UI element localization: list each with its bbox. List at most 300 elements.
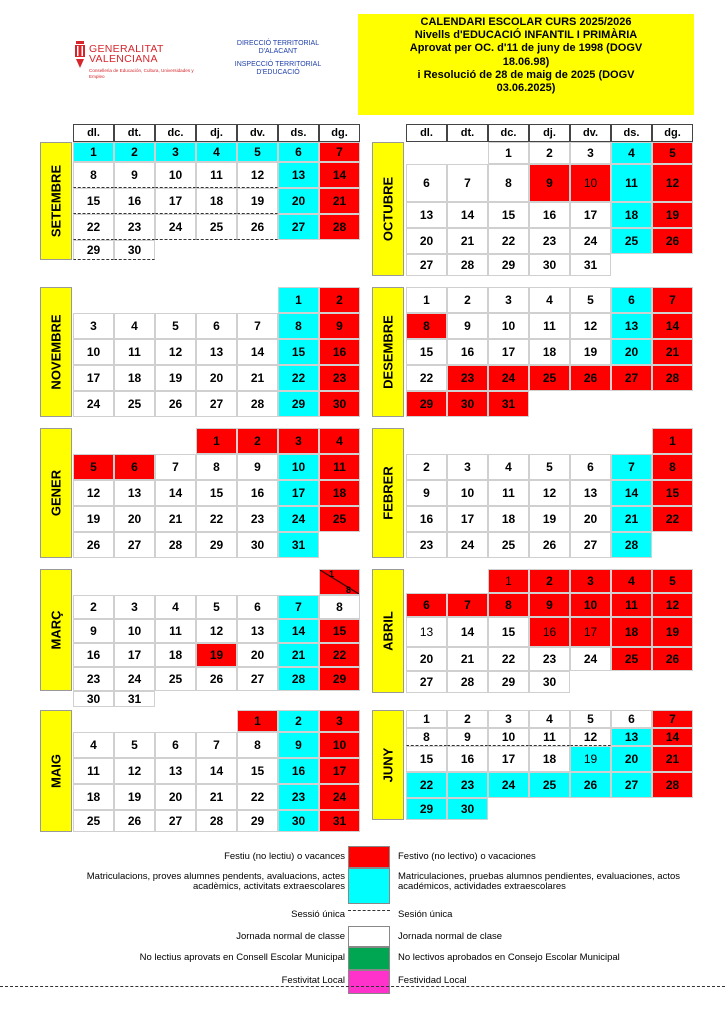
empty-cell [73, 287, 114, 313]
day-cell: 13 [570, 480, 611, 506]
day-cell: 27 [611, 365, 652, 391]
day-cell: 24 [488, 365, 529, 391]
day-cell: 1 [237, 710, 278, 732]
day-cell: 20 [278, 188, 319, 214]
day-cell: 3 [278, 428, 319, 454]
day-cell: 6 [196, 313, 237, 339]
org-subtitle: Conselleria de Educación, Cultura, Universidades y Empleo [89, 68, 194, 79]
day-cell: 4 [319, 428, 360, 454]
day-cell: 19 [196, 643, 237, 667]
day-cell: 19 [237, 188, 278, 214]
empty-cell [114, 287, 155, 313]
day-cell: 21 [652, 339, 693, 365]
day-cell: 5 [114, 732, 155, 758]
day-cell: 27 [278, 214, 319, 240]
day-cell: 1 [652, 428, 693, 454]
day-cell: 30 [447, 798, 488, 820]
empty-cell [447, 569, 488, 593]
empty-cell [319, 532, 360, 558]
day-cell: 7 [155, 454, 196, 480]
day-cell: 31 [488, 391, 529, 417]
day-cell: 13 [237, 619, 278, 643]
legend-label-es: Sesión única [398, 909, 453, 920]
day-cell: 16 [73, 643, 114, 667]
title-line: i Resolució de 28 de maig de 2025 (DOGV [417, 68, 635, 81]
day-cell: 5 [196, 595, 237, 619]
day-cell: 17 [488, 339, 529, 365]
legend-swatch [348, 868, 390, 904]
day-cell: 18 [488, 506, 529, 532]
day-cell: 6 [570, 454, 611, 480]
day-cell: 13 [278, 162, 319, 188]
day-cell: 20 [406, 647, 447, 671]
empty-cell [447, 142, 488, 164]
day-cell: 23 [278, 784, 319, 810]
day-cell: 12 [570, 728, 611, 746]
day-cell: 19 [155, 365, 196, 391]
day-cell: 14 [447, 617, 488, 647]
empty-cell [652, 671, 693, 693]
day-cell: 7 [652, 287, 693, 313]
day-cell: 20 [155, 784, 196, 810]
month-label-setembre [40, 142, 72, 260]
day-cell: 4 [155, 595, 196, 619]
day-cell: 9 [406, 480, 447, 506]
weekday-header: dt. [447, 124, 488, 142]
day-cell: 10 [488, 728, 529, 746]
coat-of-arms-icon [73, 41, 87, 71]
title-line: CALENDARI ESCOLAR CURS 2025/2026 [420, 16, 632, 28]
day-cell: 25 [488, 532, 529, 558]
day-cell: 13 [611, 728, 652, 746]
day-cell: 11 [611, 164, 652, 202]
empty-cell [114, 710, 155, 732]
day-cell: 4 [114, 313, 155, 339]
day-cell: 18 [529, 746, 570, 772]
day-cell: 15 [319, 619, 360, 643]
empty-cell [611, 428, 652, 454]
day-cell: 22 [488, 647, 529, 671]
day-cell: 14 [278, 619, 319, 643]
day-cell: 1 [196, 428, 237, 454]
inspection-text: INSPECCIÓ TERRITORIAL D'EDUCACIÓ [234, 61, 322, 76]
empty-cell [611, 798, 652, 820]
empty-cell [488, 798, 529, 820]
day-cell: 4 [611, 569, 652, 593]
day-cell: 17 [447, 506, 488, 532]
day-cell: 29 [196, 532, 237, 558]
empty-cell [447, 428, 488, 454]
day-cell: 25 [155, 667, 196, 691]
day-cell: 8 [237, 732, 278, 758]
day-cell: 22 [406, 365, 447, 391]
day-cell: 8 [73, 162, 114, 188]
weekday-header: ds. [278, 124, 319, 142]
day-cell: 3 [488, 287, 529, 313]
day-cell: 29 [237, 810, 278, 832]
day-cell: 17 [488, 746, 529, 772]
month-name: NOVEMBRE [48, 314, 64, 390]
day-cell: 24 [447, 532, 488, 558]
empty-cell [529, 428, 570, 454]
day-cell: 3 [319, 710, 360, 732]
empty-cell [652, 532, 693, 558]
day-cell: 13 [406, 617, 447, 647]
day-cell: 8 [196, 454, 237, 480]
day-cell: 3 [570, 142, 611, 164]
day-cell: 23 [447, 365, 488, 391]
empty-cell [406, 142, 447, 164]
day-cell: 26 [570, 365, 611, 391]
month-name: FEBRER [380, 466, 396, 520]
legend-label-ca: Festivitat Local [281, 975, 345, 986]
empty-cell [237, 691, 278, 693]
day-cell: 15 [73, 188, 114, 214]
day-cell: 4 [196, 142, 237, 162]
calendar-title-box [358, 14, 694, 115]
day-cell: 22 [652, 506, 693, 532]
day-cell: 12 [529, 480, 570, 506]
day-cell: 13 [114, 480, 155, 506]
day-cell: 6 [611, 710, 652, 728]
day-cell: 17 [319, 758, 360, 784]
day-cell: 8 [652, 454, 693, 480]
day-cell: 10 [570, 593, 611, 617]
day-cell: 16 [237, 480, 278, 506]
day-cell: 19 [570, 746, 611, 772]
day-cell: 17 [278, 480, 319, 506]
day-cell: 29 [73, 240, 114, 260]
day-cell: 11 [114, 339, 155, 365]
month-name: JUNY [380, 747, 396, 783]
empty-cell [196, 569, 237, 595]
day-cell: 24 [114, 667, 155, 691]
day-cell: 24 [570, 228, 611, 254]
day-cell: 20 [570, 506, 611, 532]
day-cell: 12 [73, 480, 114, 506]
day-cell: 27 [155, 810, 196, 832]
day-cell: 21 [237, 365, 278, 391]
day-cell: 25 [611, 228, 652, 254]
day-cell: 15 [652, 480, 693, 506]
day-cell: 10 [447, 480, 488, 506]
day-cell: 7 [237, 313, 278, 339]
empty-cell [652, 798, 693, 820]
legend-label-es: No lectivos aprobados en Consejo Escolar Municipal [398, 952, 620, 963]
weekday-header: dj. [196, 124, 237, 142]
weekday-header: dv. [237, 124, 278, 142]
day-cell: 21 [278, 643, 319, 667]
day-cell: 9 [529, 164, 570, 202]
day-cell: 17 [155, 188, 196, 214]
empty-cell [611, 671, 652, 693]
day-cell: 27 [114, 532, 155, 558]
day-cell: 4 [529, 287, 570, 313]
day-cell: 21 [447, 228, 488, 254]
day-cell: 9 [319, 313, 360, 339]
day-cell: 9 [529, 593, 570, 617]
day-cell: 16 [278, 758, 319, 784]
day-cell: 10 [155, 162, 196, 188]
month-name: ABRIL [380, 611, 396, 651]
legend-label-ca: Jornada normal de classe [236, 931, 345, 942]
day-cell: 8 [319, 595, 360, 619]
day-cell: 8 [406, 728, 447, 746]
day-cell: 30 [319, 391, 360, 417]
day-cell: 9 [237, 454, 278, 480]
weekday-header: dc. [155, 124, 196, 142]
weekday-header: dj. [529, 124, 570, 142]
day-cell: 2 [447, 710, 488, 728]
day-cell: 28 [447, 671, 488, 693]
day-cell: 30 [73, 691, 114, 707]
split-day-a: 1 [329, 569, 335, 579]
day-cell: 6 [406, 164, 447, 202]
day-cell: 19 [73, 506, 114, 532]
day-cell: 26 [73, 532, 114, 558]
day-cell: 31 [570, 254, 611, 276]
day-cell: 6 [611, 287, 652, 313]
day-cell: 24 [155, 214, 196, 240]
day-cell: 14 [652, 313, 693, 339]
month-name: MAIG [48, 754, 64, 788]
day-cell: 23 [319, 365, 360, 391]
day-cell: 15 [406, 746, 447, 772]
empty-cell [114, 569, 155, 595]
day-cell: 29 [488, 671, 529, 693]
day-cell: 11 [73, 758, 114, 784]
day-cell: 18 [611, 202, 652, 228]
day-cell: 9 [278, 732, 319, 758]
title-line: 03.06.2025) [496, 82, 556, 95]
day-cell: 9 [447, 313, 488, 339]
day-cell: 13 [611, 313, 652, 339]
day-cell: 6 [406, 593, 447, 617]
day-cell: 28 [155, 532, 196, 558]
weekday-header: dg. [319, 124, 360, 142]
day-cell: 5 [529, 454, 570, 480]
empty-cell [611, 391, 652, 417]
day-cell: 31 [278, 532, 319, 558]
day-cell: 5 [237, 142, 278, 162]
empty-cell [529, 798, 570, 820]
day-cell: 15 [237, 758, 278, 784]
day-cell: 17 [73, 365, 114, 391]
month-name: OCTUBRE [380, 176, 396, 242]
day-cell: 22 [73, 214, 114, 240]
day-cell: 10 [570, 164, 611, 202]
day-cell: 2 [114, 142, 155, 162]
day-cell: 3 [155, 142, 196, 162]
day-cell: 5 [570, 287, 611, 313]
day-cell: 24 [319, 784, 360, 810]
day-cell: 28 [237, 391, 278, 417]
day-cell: 11 [611, 593, 652, 617]
day-cell: 25 [529, 772, 570, 798]
day-cell: 28 [652, 772, 693, 798]
day-cell: 2 [447, 287, 488, 313]
day-cell: 10 [319, 732, 360, 758]
empty-cell [278, 240, 319, 260]
day-cell: 27 [611, 772, 652, 798]
day-cell: 11 [319, 454, 360, 480]
month-label-febrer [372, 428, 404, 558]
day-cell: 14 [319, 162, 360, 188]
day-cell: 19 [652, 617, 693, 647]
day-cell: 28 [611, 532, 652, 558]
day-cell: 5 [652, 569, 693, 593]
day-cell: 5 [73, 454, 114, 480]
empty-cell [237, 240, 278, 260]
day-cell: 28 [319, 214, 360, 240]
day-cell: 22 [319, 643, 360, 667]
day-cell: 14 [237, 339, 278, 365]
day-cell: 27 [196, 391, 237, 417]
day-cell: 21 [155, 506, 196, 532]
day-cell: 1 [488, 569, 529, 593]
day-cell: 21 [196, 784, 237, 810]
day-cell: 24 [73, 391, 114, 417]
day-cell: 15 [406, 339, 447, 365]
day-cell: 13 [155, 758, 196, 784]
day-cell: 27 [570, 532, 611, 558]
day-cell: 16 [406, 506, 447, 532]
day-cell: 14 [611, 480, 652, 506]
empty-cell [406, 428, 447, 454]
empty-cell [155, 240, 196, 260]
month-label-maig [40, 710, 72, 832]
day-cell: 31 [319, 810, 360, 832]
day-cell: 3 [570, 569, 611, 593]
day-cell: 10 [278, 454, 319, 480]
title-line: 18.06.98) [502, 55, 550, 68]
day-cell: 21 [611, 506, 652, 532]
direction-block [223, 40, 333, 77]
generalitat-logo [73, 41, 213, 86]
empty-cell [319, 691, 360, 693]
day-cell: 24 [488, 772, 529, 798]
day-cell: 26 [652, 228, 693, 254]
empty-cell [196, 691, 237, 693]
legend-label-ca: Sessió única [291, 909, 345, 920]
day-cell: 25 [196, 214, 237, 240]
title-line: Nivells d'EDUCACIÓ INFANTIL I PRIMÀRIA [414, 29, 638, 42]
day-cell: 26 [155, 391, 196, 417]
day-cell: 29 [319, 667, 360, 691]
empty-cell [319, 240, 360, 260]
day-cell: 12 [196, 619, 237, 643]
legend-swatch [348, 947, 390, 970]
day-cell: 30 [278, 810, 319, 832]
day-cell: 30 [529, 671, 570, 693]
org-name-line1: GENERALITAT [89, 43, 164, 55]
title-line: Aprovat per OC. d'11 de juny de 1998 (DOGV [409, 42, 643, 55]
month-label-juny [372, 710, 404, 820]
day-cell: 25 [319, 506, 360, 532]
day-cell: 16 [529, 202, 570, 228]
day-cell: 7 [196, 732, 237, 758]
day-cell: 28 [447, 254, 488, 276]
day-cell: 2 [529, 142, 570, 164]
day-cell: 19 [652, 202, 693, 228]
day-cell: 25 [73, 810, 114, 832]
day-cell: 5 [570, 710, 611, 728]
legend-swatch [348, 970, 390, 994]
day-cell: 9 [73, 619, 114, 643]
day-cell: 7 [447, 164, 488, 202]
day-cell: 18 [73, 784, 114, 810]
day-cell: 26 [529, 532, 570, 558]
day-cell: 16 [319, 339, 360, 365]
day-cell: 2 [529, 569, 570, 593]
direction-text: DIRECCIÓ TERRITORIAL D'ALACANT [236, 40, 320, 55]
day-cell: 21 [447, 647, 488, 671]
day-cell: 2 [73, 595, 114, 619]
day-cell: 6 [155, 732, 196, 758]
day-cell: 22 [278, 365, 319, 391]
day-cell: 26 [652, 647, 693, 671]
day-cell: 2 [319, 287, 360, 313]
day-cell: 10 [73, 339, 114, 365]
empty-cell [155, 428, 196, 454]
weekday-header: dt. [114, 124, 155, 142]
day-cell: 5 [155, 313, 196, 339]
day-cell: 27 [237, 667, 278, 691]
day-cell: 10 [488, 313, 529, 339]
day-cell: 27 [406, 254, 447, 276]
day-cell: 23 [114, 214, 155, 240]
empty-cell [237, 569, 278, 595]
day-cell: 3 [114, 595, 155, 619]
day-cell: 8 [488, 164, 529, 202]
day-cell: 5 [652, 142, 693, 164]
day-cell: 1 [406, 710, 447, 728]
day-cell: 22 [237, 784, 278, 810]
day-cell: 3 [447, 454, 488, 480]
day-cell: 25 [611, 647, 652, 671]
empty-cell [529, 391, 570, 417]
day-cell: 23 [529, 228, 570, 254]
day-cell: 15 [488, 202, 529, 228]
org-name [89, 44, 164, 64]
legend-label-es: Jornada normal de clase [398, 931, 503, 942]
day-cell: 18 [196, 188, 237, 214]
day-cell: 14 [196, 758, 237, 784]
day-cell: 17 [570, 202, 611, 228]
day-cell: 19 [114, 784, 155, 810]
day-cell: 15 [196, 480, 237, 506]
empty-cell [155, 569, 196, 595]
weekday-header: dl. [73, 124, 114, 142]
empty-cell [196, 240, 237, 260]
legend-swatch [348, 910, 390, 911]
empty-cell [73, 569, 114, 595]
day-cell: 20 [611, 746, 652, 772]
day-cell: 12 [652, 164, 693, 202]
day-cell: 1 [278, 287, 319, 313]
day-cell: 3 [488, 710, 529, 728]
day-cell: 23 [447, 772, 488, 798]
legend-label-es: Matriculaciones, pruebas alumnos pendientes, evaluaciones, actos académicos, actividades extraescolares [398, 871, 680, 892]
day-cell: 28 [278, 667, 319, 691]
day-cell: 26 [196, 667, 237, 691]
day-cell: 19 [570, 339, 611, 365]
day-cell: 7 [278, 595, 319, 619]
day-cell: 22 [488, 228, 529, 254]
month-name: GENER [48, 469, 64, 517]
day-cell: 12 [155, 339, 196, 365]
empty-cell [114, 428, 155, 454]
